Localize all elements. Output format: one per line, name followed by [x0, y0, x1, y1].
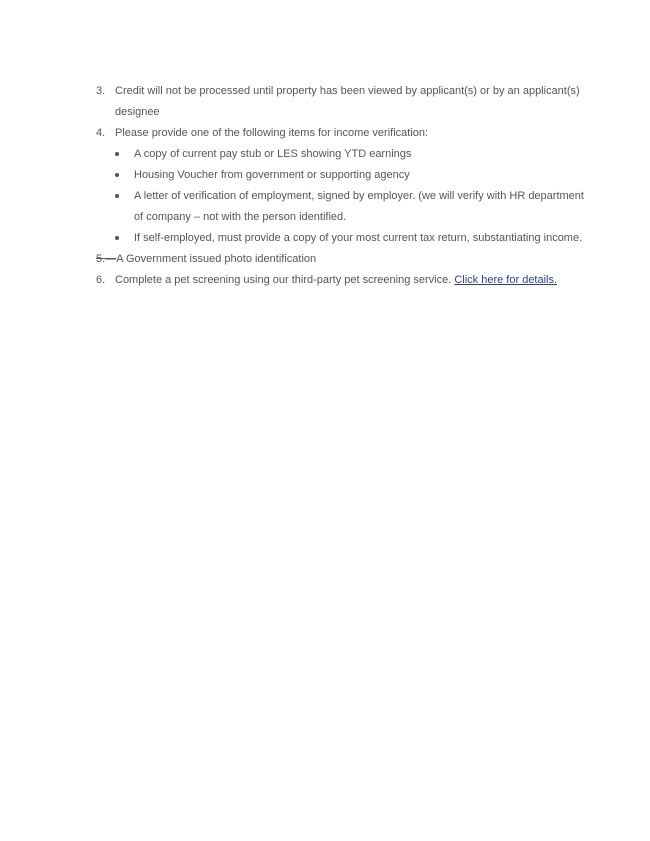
- sublist-item-text: A copy of current pay stub or LES showing YTD earnings: [134, 148, 412, 160]
- list-item-3: [96, 81, 586, 123]
- list-number-struck: 5.: [96, 253, 106, 265]
- sublist-item: [96, 228, 586, 249]
- sublist-item: [96, 186, 586, 228]
- strike-dash: —: [105, 253, 117, 265]
- list-item-text: Please provide one of the following items for income verification:: [115, 127, 429, 139]
- sublist-item-text: If self-employed, must provide a copy of your most current tax return, substantiating income.: [134, 232, 583, 244]
- sublist-item: [96, 144, 586, 165]
- list-item-5: [96, 249, 586, 270]
- list-item-text: Complete a pet screening using our third-party pet screening service.: [115, 274, 455, 286]
- list-item-4: [96, 123, 586, 144]
- list-item-text: A Government issued photo identification: [116, 253, 317, 265]
- bullet-icon: [115, 236, 119, 240]
- list-number: 3.: [96, 85, 106, 97]
- list-item-6: [96, 270, 586, 291]
- income-verification-sublist: [96, 144, 586, 249]
- requirements-list: [96, 81, 586, 291]
- bullet-icon: [115, 194, 119, 198]
- sublist-item: [96, 165, 586, 186]
- list-item-text: Credit will not be processed until property has been viewed by applicant(s) or by an applicant(s) designee: [115, 85, 580, 118]
- sublist-item-text: Housing Voucher from government or supporting agency: [134, 169, 410, 181]
- bullet-icon: [115, 173, 119, 177]
- list-number: 6.: [96, 274, 106, 286]
- sublist-item-text: A letter of verification of employment, signed by employer. (we will verify with HR department of company – not with the person identified.: [134, 190, 584, 223]
- pet-screening-details-link[interactable]: Click here for details.: [454, 274, 558, 286]
- list-number: 4.: [96, 127, 106, 139]
- bullet-icon: [115, 152, 119, 156]
